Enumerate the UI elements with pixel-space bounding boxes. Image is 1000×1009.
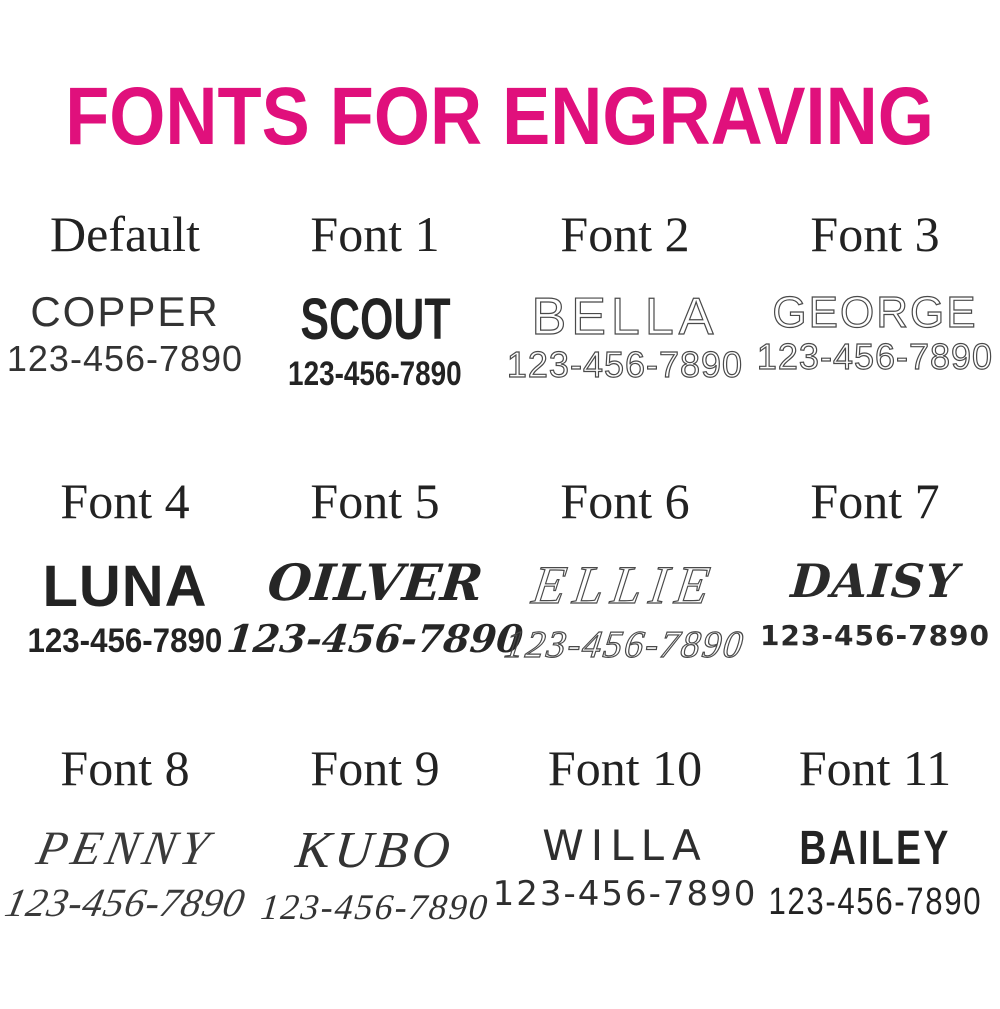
font-sample-number-7: 123-456-7890 (759, 618, 991, 652)
font-sample-number-default: 123-456-7890 (6, 337, 244, 379)
font-label-10: Font 10 (547, 740, 703, 796)
font-sample-name-3: GEORGE (772, 287, 978, 337)
font-sample-number-8: 123-456-7890 (0, 879, 250, 925)
font-sample-name-11: BAILEY (799, 821, 951, 875)
font-sample-name-2: BELLA (531, 287, 719, 346)
font-cell-1 (250, 208, 500, 475)
font-sample-number-5: 123-456-7890 (224, 615, 526, 661)
font-label-7: Font 7 (810, 473, 940, 529)
font-sample-number-1: 123-456-7890 (288, 354, 462, 393)
font-cell-2 (500, 208, 750, 475)
font-sample-name-1: SCOUT (299, 286, 451, 352)
font-cell-10 (492, 740, 758, 1009)
font-samples-grid (0, 208, 1000, 1009)
font-sample-name-4: LUNA (42, 553, 208, 619)
page-title: FONTS FOR ENGRAVING (65, 71, 935, 162)
font-sample-number-11: 123-456-7890 (768, 880, 982, 923)
font-label-4: Font 4 (60, 473, 190, 529)
font-label-3: Font 3 (810, 206, 940, 262)
font-cell-5 (224, 473, 526, 742)
font-sample-name-5: OILVER (264, 552, 486, 612)
font-label-1: Font 1 (310, 206, 440, 262)
font-cell-11 (750, 742, 1000, 1009)
font-sample-number-4: 123-456-7890 (27, 621, 223, 660)
font-label-8: Font 8 (60, 740, 190, 796)
font-sample-name-7: DAISY (789, 553, 961, 608)
font-cell-8 (0, 742, 250, 1009)
font-sample-name-9: KUBO (293, 821, 457, 879)
font-cell-6 (500, 475, 750, 742)
font-sample-number-10: 123-456-7890 (492, 873, 758, 914)
font-cell-default (0, 208, 250, 475)
font-sample-name-8: PENNY (32, 821, 218, 875)
font-sample-number-6: 123-456-7890 (502, 623, 748, 666)
font-sample-number-9: 123-456-7890 (258, 886, 492, 927)
font-cell-3 (750, 208, 1000, 475)
font-cell-4 (0, 475, 250, 742)
font-sample-name-10: WILLA (542, 820, 708, 870)
font-label-6: Font 6 (560, 473, 690, 529)
font-sample-number-2: 123-456-7890 (506, 343, 744, 385)
font-sample-name-default: COPPER (30, 287, 220, 335)
font-cell-9 (250, 742, 500, 1009)
font-sample-name-6: ELLIE (528, 554, 722, 615)
font-sample-number-3: 123-456-7890 (756, 335, 994, 377)
font-label-5: Font 5 (310, 473, 440, 529)
font-cell-7 (750, 475, 1000, 742)
font-label-11: Font 11 (798, 740, 952, 796)
font-label-default: Default (50, 206, 200, 262)
font-label-2: Font 2 (560, 206, 690, 262)
font-label-9: Font 9 (310, 740, 440, 796)
